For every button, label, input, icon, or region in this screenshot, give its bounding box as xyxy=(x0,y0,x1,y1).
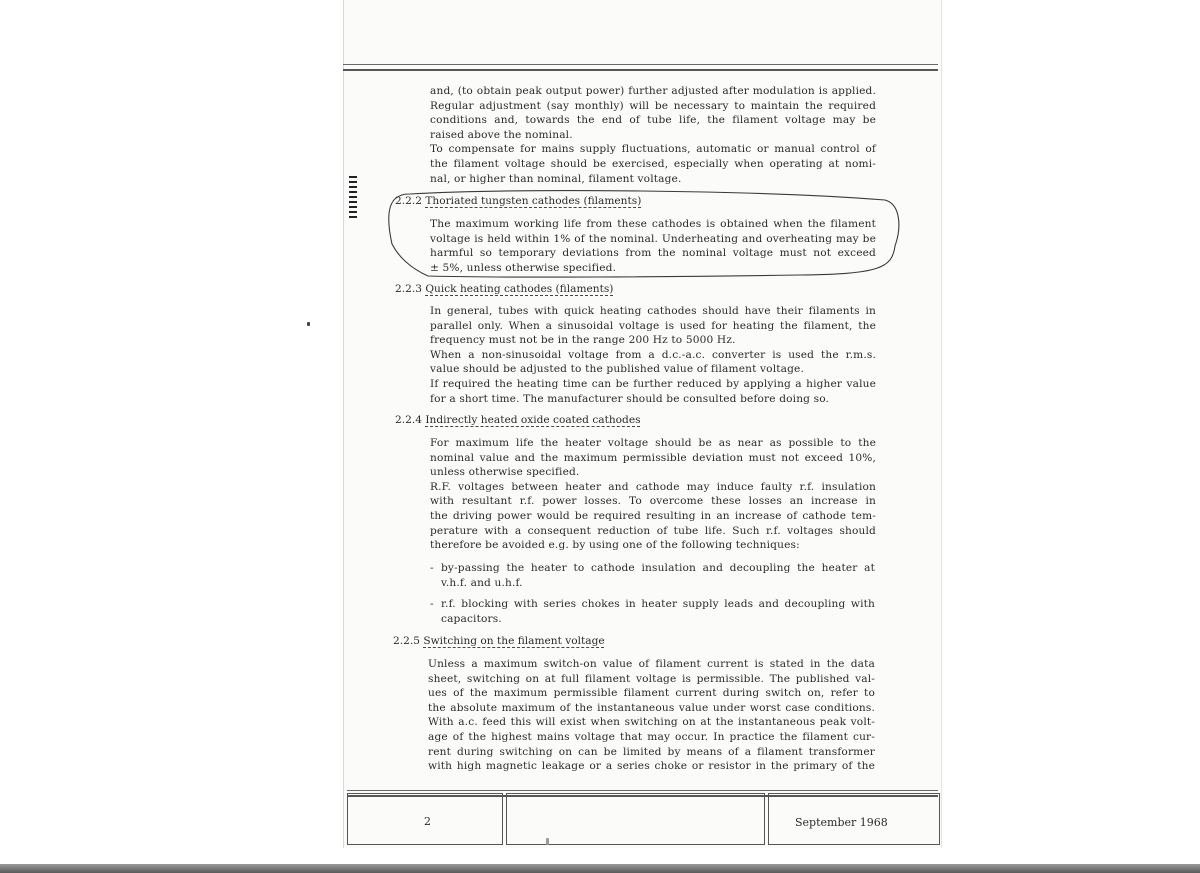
text-line: Regular adjustment (say monthly) will be necessary to maintain the required xyxy=(430,99,876,112)
text-line: with high magnetic leakage or a series choke or resistor in the primary of the xyxy=(428,760,875,773)
bottom-rule xyxy=(347,790,938,791)
text-line: capacitors. xyxy=(441,612,502,625)
text-line: If required the heating time can be further reduced by applying a higher value xyxy=(430,377,876,390)
text-line: the absolute maximum of the instantaneous value under worst case conditions. xyxy=(428,701,875,714)
text-line: R.F. voltages between heater and cathode may induce faulty r.f. insulation xyxy=(430,480,876,493)
text-line: therefore be avoided e.g. by using one of the following techniques: xyxy=(430,539,800,552)
text-line: value should be adjusted to the published value of filament voltage. xyxy=(430,363,804,376)
section-body-2-2-2 xyxy=(430,217,876,275)
text-line: age of the highest mains voltage that may occur. In practice the filament cur- xyxy=(428,730,875,743)
section-number: 2.2.4 xyxy=(395,414,422,426)
text-line: To compensate for mains supply fluctuations, automatic or manual control of xyxy=(430,143,876,156)
section-heading-2-2-2 xyxy=(395,194,641,208)
text-line: frequency must not be in the range 200 Hz to 5000 Hz. xyxy=(430,334,736,347)
text-line: nal, or higher than nominal, filament voltage. xyxy=(430,172,682,185)
scan-speck xyxy=(307,322,310,326)
section-title: Quick heating cathodes (filaments) xyxy=(425,283,614,295)
section-number: 2.2.5 xyxy=(393,635,420,647)
footer-date: September 1968 xyxy=(795,816,888,829)
text-line: perature with a consequent reduction of tube life. Such r.f. voltages should xyxy=(430,524,876,537)
text-line: nominal value and the maximum permissible deviation must not exceed 10%, xyxy=(430,451,876,464)
text-line: In general, tubes with quick heating cathodes should have their filaments in xyxy=(430,305,876,317)
text-line: by-passing the heater to cathode insulation and decoupling the heater at xyxy=(441,562,875,574)
section-body-2-2-5 xyxy=(428,657,875,774)
text-line: ± 5%, unless otherwise specified. xyxy=(430,261,617,274)
text-line: For maximum life the heater voltage should be as near as possible to the xyxy=(430,437,876,449)
text-line: rent during switching on can be limited by means of a filament transformer xyxy=(428,745,875,758)
text-line: ues of the maximum permissible filament current during switch on, refer to xyxy=(428,687,875,700)
section-heading-2-2-4 xyxy=(395,413,641,427)
section-title: Indirectly heated oxide coated cathodes xyxy=(425,414,641,426)
text-line: v.h.f. and u.h.f. xyxy=(441,576,523,589)
intro-paragraph xyxy=(430,84,876,186)
bullet-item xyxy=(441,561,875,590)
scan-edge xyxy=(0,864,1200,873)
text-line: When a non-sinusoidal voltage from a d.c.-a.c. converter is used the r.m.s. xyxy=(430,348,876,361)
top-rule xyxy=(343,64,938,65)
section-number: 2.2.2 xyxy=(395,195,422,207)
text-line: harmful so temporary deviations from the nominal voltage must not exceed xyxy=(430,247,876,260)
section-body-2-2-4 xyxy=(430,436,876,553)
section-number: 2.2.3 xyxy=(395,283,422,295)
text-line: r.f. blocking with series chokes in heater supply leads and decoupling with xyxy=(441,598,875,610)
text-line: with resultant r.f. power losses. To overcome these losses an increase in xyxy=(430,495,876,508)
text-line: unless otherwise specified. xyxy=(430,466,580,479)
text-line: the filament voltage should be exercised, especially when operating at nomi- xyxy=(430,157,876,170)
text-line: parallel only. When a sinusoidal voltage is used for heating the filament, the xyxy=(430,319,876,332)
text-line: With a.c. feed this will exist when switching on at the instantaneous peak volt- xyxy=(428,716,875,729)
text-line: raised above the nominal. xyxy=(430,128,573,141)
section-heading-2-2-3 xyxy=(395,282,613,296)
section-title: Switching on the filament voltage xyxy=(423,635,605,647)
scan-speck xyxy=(546,838,549,845)
text-line: conditions and, towards the end of tube life, the filament voltage may be xyxy=(430,114,876,127)
text-line: Unless a maximum switch-on value of filament current is stated in the data xyxy=(428,658,875,670)
text-line: voltage is held within 1% of the nominal. Underheating and overheating may be xyxy=(430,232,876,245)
footer-cell-middle xyxy=(506,793,765,845)
section-heading-2-2-5 xyxy=(393,634,605,648)
text-line: for a short time. The manufacturer should be consulted before doing so. xyxy=(430,392,830,405)
text-line: the driving power would be required resulting in an increase of cathode tem- xyxy=(430,509,876,522)
bullet-marker: - xyxy=(430,598,434,610)
page-number: 2 xyxy=(424,815,431,828)
text-line: sheet, switching on at full filament voltage is permissible. The published val- xyxy=(428,672,875,685)
section-title: Thoriated tungsten cathodes (filaments) xyxy=(425,195,642,207)
binding-marks xyxy=(349,176,357,218)
text-line: The maximum working life from these cathodes is obtained when the filament xyxy=(430,218,876,230)
bullet-item xyxy=(441,597,875,626)
top-rule-thick xyxy=(343,69,938,71)
text-line: and, (to obtain peak output power) further adjusted after modulation is applied. xyxy=(430,85,876,97)
bullet-marker: - xyxy=(430,562,434,574)
section-body-2-2-3 xyxy=(430,304,876,406)
